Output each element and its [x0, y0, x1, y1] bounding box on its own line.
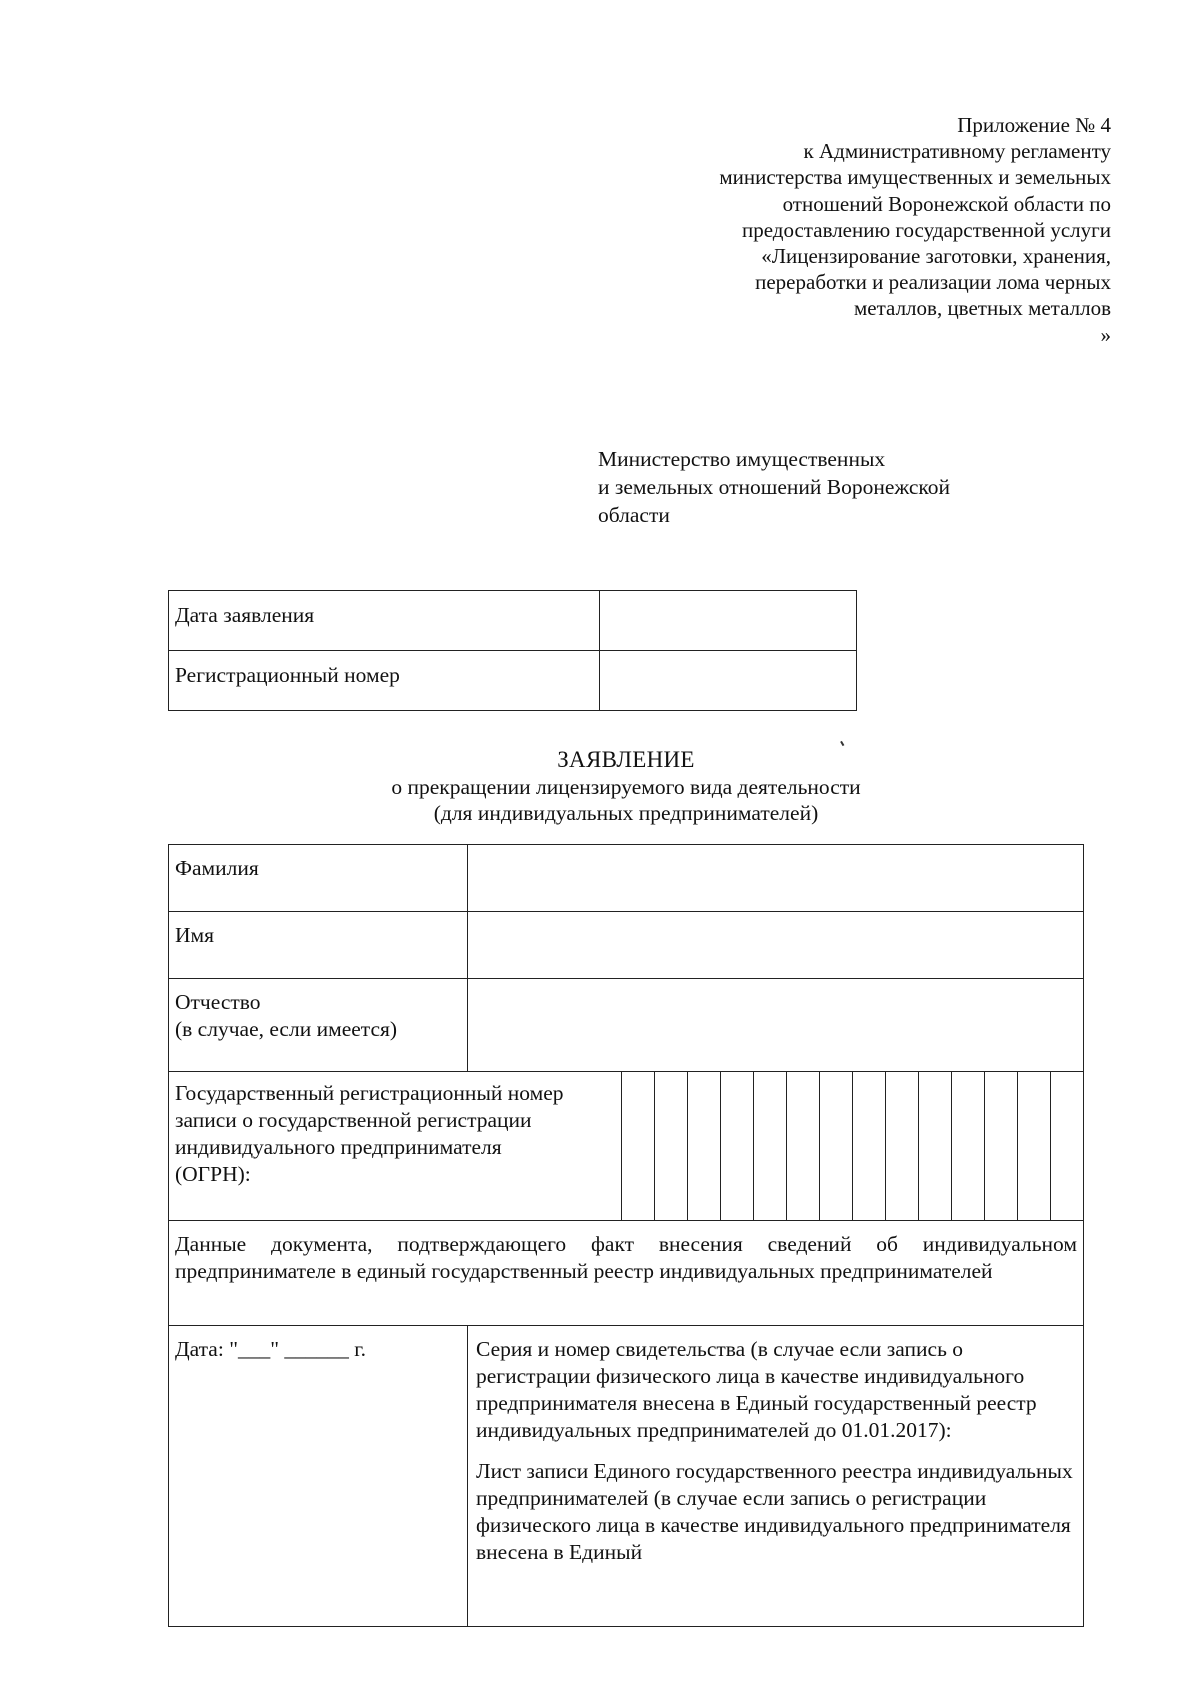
ogrn-label-line: индивидуального предпринимателя: [175, 1135, 502, 1159]
ogrn-digit-cell[interactable]: [688, 1072, 721, 1221]
ogrn-row: [169, 1072, 1084, 1221]
certificate-details[interactable]: [468, 1326, 1084, 1627]
addressee-line: и земельных отношений Воронежской: [598, 475, 951, 499]
patronymic-field[interactable]: [468, 979, 1084, 1072]
ogrn-digit-cell[interactable]: [1051, 1072, 1084, 1221]
document-title: [0, 747, 1200, 827]
ogrn-digit-cell[interactable]: [853, 1072, 886, 1221]
title-heading: ЗАЯВЛЕНИЕ: [557, 747, 695, 772]
appendix-line: министерства имущественных и земельных: [719, 165, 1111, 190]
patronymic-row: [169, 979, 1084, 1072]
patronymic-label-line: Отчество: [175, 990, 261, 1014]
egrip-data-row: [169, 1221, 1084, 1326]
ogrn-digit-cell[interactable]: [919, 1072, 952, 1221]
application-form-table: [168, 844, 1084, 1627]
addressee-line: области: [598, 503, 670, 527]
appendix-line: переработки и реализации лома черных: [755, 270, 1111, 295]
appendix-line: Приложение № 4: [957, 113, 1111, 137]
ogrn-label: [169, 1072, 622, 1221]
registration-number-row: [169, 651, 857, 711]
appendix-line: »: [1100, 322, 1111, 347]
application-date-field[interactable]: [600, 591, 857, 651]
appendix-line: к Административному регламенту: [803, 139, 1111, 164]
document-date-field[interactable]: Дата: "___" ______ г.: [169, 1326, 468, 1627]
ogrn-digit-cell[interactable]: [820, 1072, 853, 1221]
appendix-line: предоставлению государственной услуги: [742, 217, 1111, 242]
ogrn-digit-cell[interactable]: [1018, 1072, 1051, 1221]
egrip-data-heading: Данные документа, подтверждающего факт внесения сведений об индивидуальном предпринимателе в единый государственный реестр индивидуальных предпринимателей: [169, 1221, 1084, 1326]
ogrn-digit-cell[interactable]: [787, 1072, 820, 1221]
scan-mark: [840, 739, 848, 746]
appendix-line: металлов, цветных металлов: [854, 296, 1111, 321]
ogrn-digit-cell[interactable]: [886, 1072, 919, 1221]
title-subline: (для индивидуальных предпринимателей): [433, 801, 819, 825]
ogrn-digit-cell[interactable]: [622, 1072, 655, 1221]
certificate-number-text: Серия и номер свидетельства (в случае если запись о регистрации физического лица в качестве индивидуального предпринимателя внесена в Единый государственный реестр индивидуальных предпринимателей до 01.01.2017):: [476, 1337, 1037, 1442]
name-field[interactable]: [468, 912, 1084, 979]
registration-number-label: Регистрационный номер: [169, 651, 600, 711]
registration-table: [168, 590, 857, 711]
ogrn-digit-cell[interactable]: [985, 1072, 1018, 1221]
name-label: Имя: [169, 912, 468, 979]
registration-number-field[interactable]: [600, 651, 857, 711]
patronymic-label-note: (в случае, если имеется): [175, 1017, 398, 1041]
ogrn-label-line: (ОГРН):: [175, 1162, 251, 1186]
registration-date-row: [169, 591, 857, 651]
application-date-label: Дата заявления: [169, 591, 600, 651]
addressee-block: [598, 445, 950, 529]
name-row: [169, 912, 1084, 979]
ogrn-label-line: записи о государственной регистрации: [175, 1108, 532, 1132]
surname-field[interactable]: [468, 845, 1084, 912]
patronymic-label: [169, 979, 468, 1072]
document-details-row: [169, 1326, 1084, 1627]
surname-label: Фамилия: [169, 845, 468, 912]
ogrn-label-line: Государственный регистрационный номер: [175, 1081, 564, 1105]
appendix-line: отношений Воронежской области по: [782, 191, 1111, 216]
surname-row: [169, 845, 1084, 912]
ogrn-digit-cell[interactable]: [655, 1072, 688, 1221]
addressee-line: Министерство имущественных: [598, 447, 886, 471]
appendix-header: [719, 112, 1111, 348]
ogrn-digit-cell[interactable]: [952, 1072, 985, 1221]
title-subline: о прекращении лицензируемого вида деятельности: [391, 774, 861, 799]
egrip-sheet-text: Лист записи Единого государственного реестра индивидуальных предпринимателей (в случае если запись о регистрации физического лица в качестве индивидуального предпринимателя внесена в Единый: [476, 1459, 1073, 1564]
ogrn-digit-cell[interactable]: [754, 1072, 787, 1221]
appendix-line: «Лицензирование заготовки, хранения,: [761, 244, 1111, 269]
ogrn-digit-cell[interactable]: [721, 1072, 754, 1221]
